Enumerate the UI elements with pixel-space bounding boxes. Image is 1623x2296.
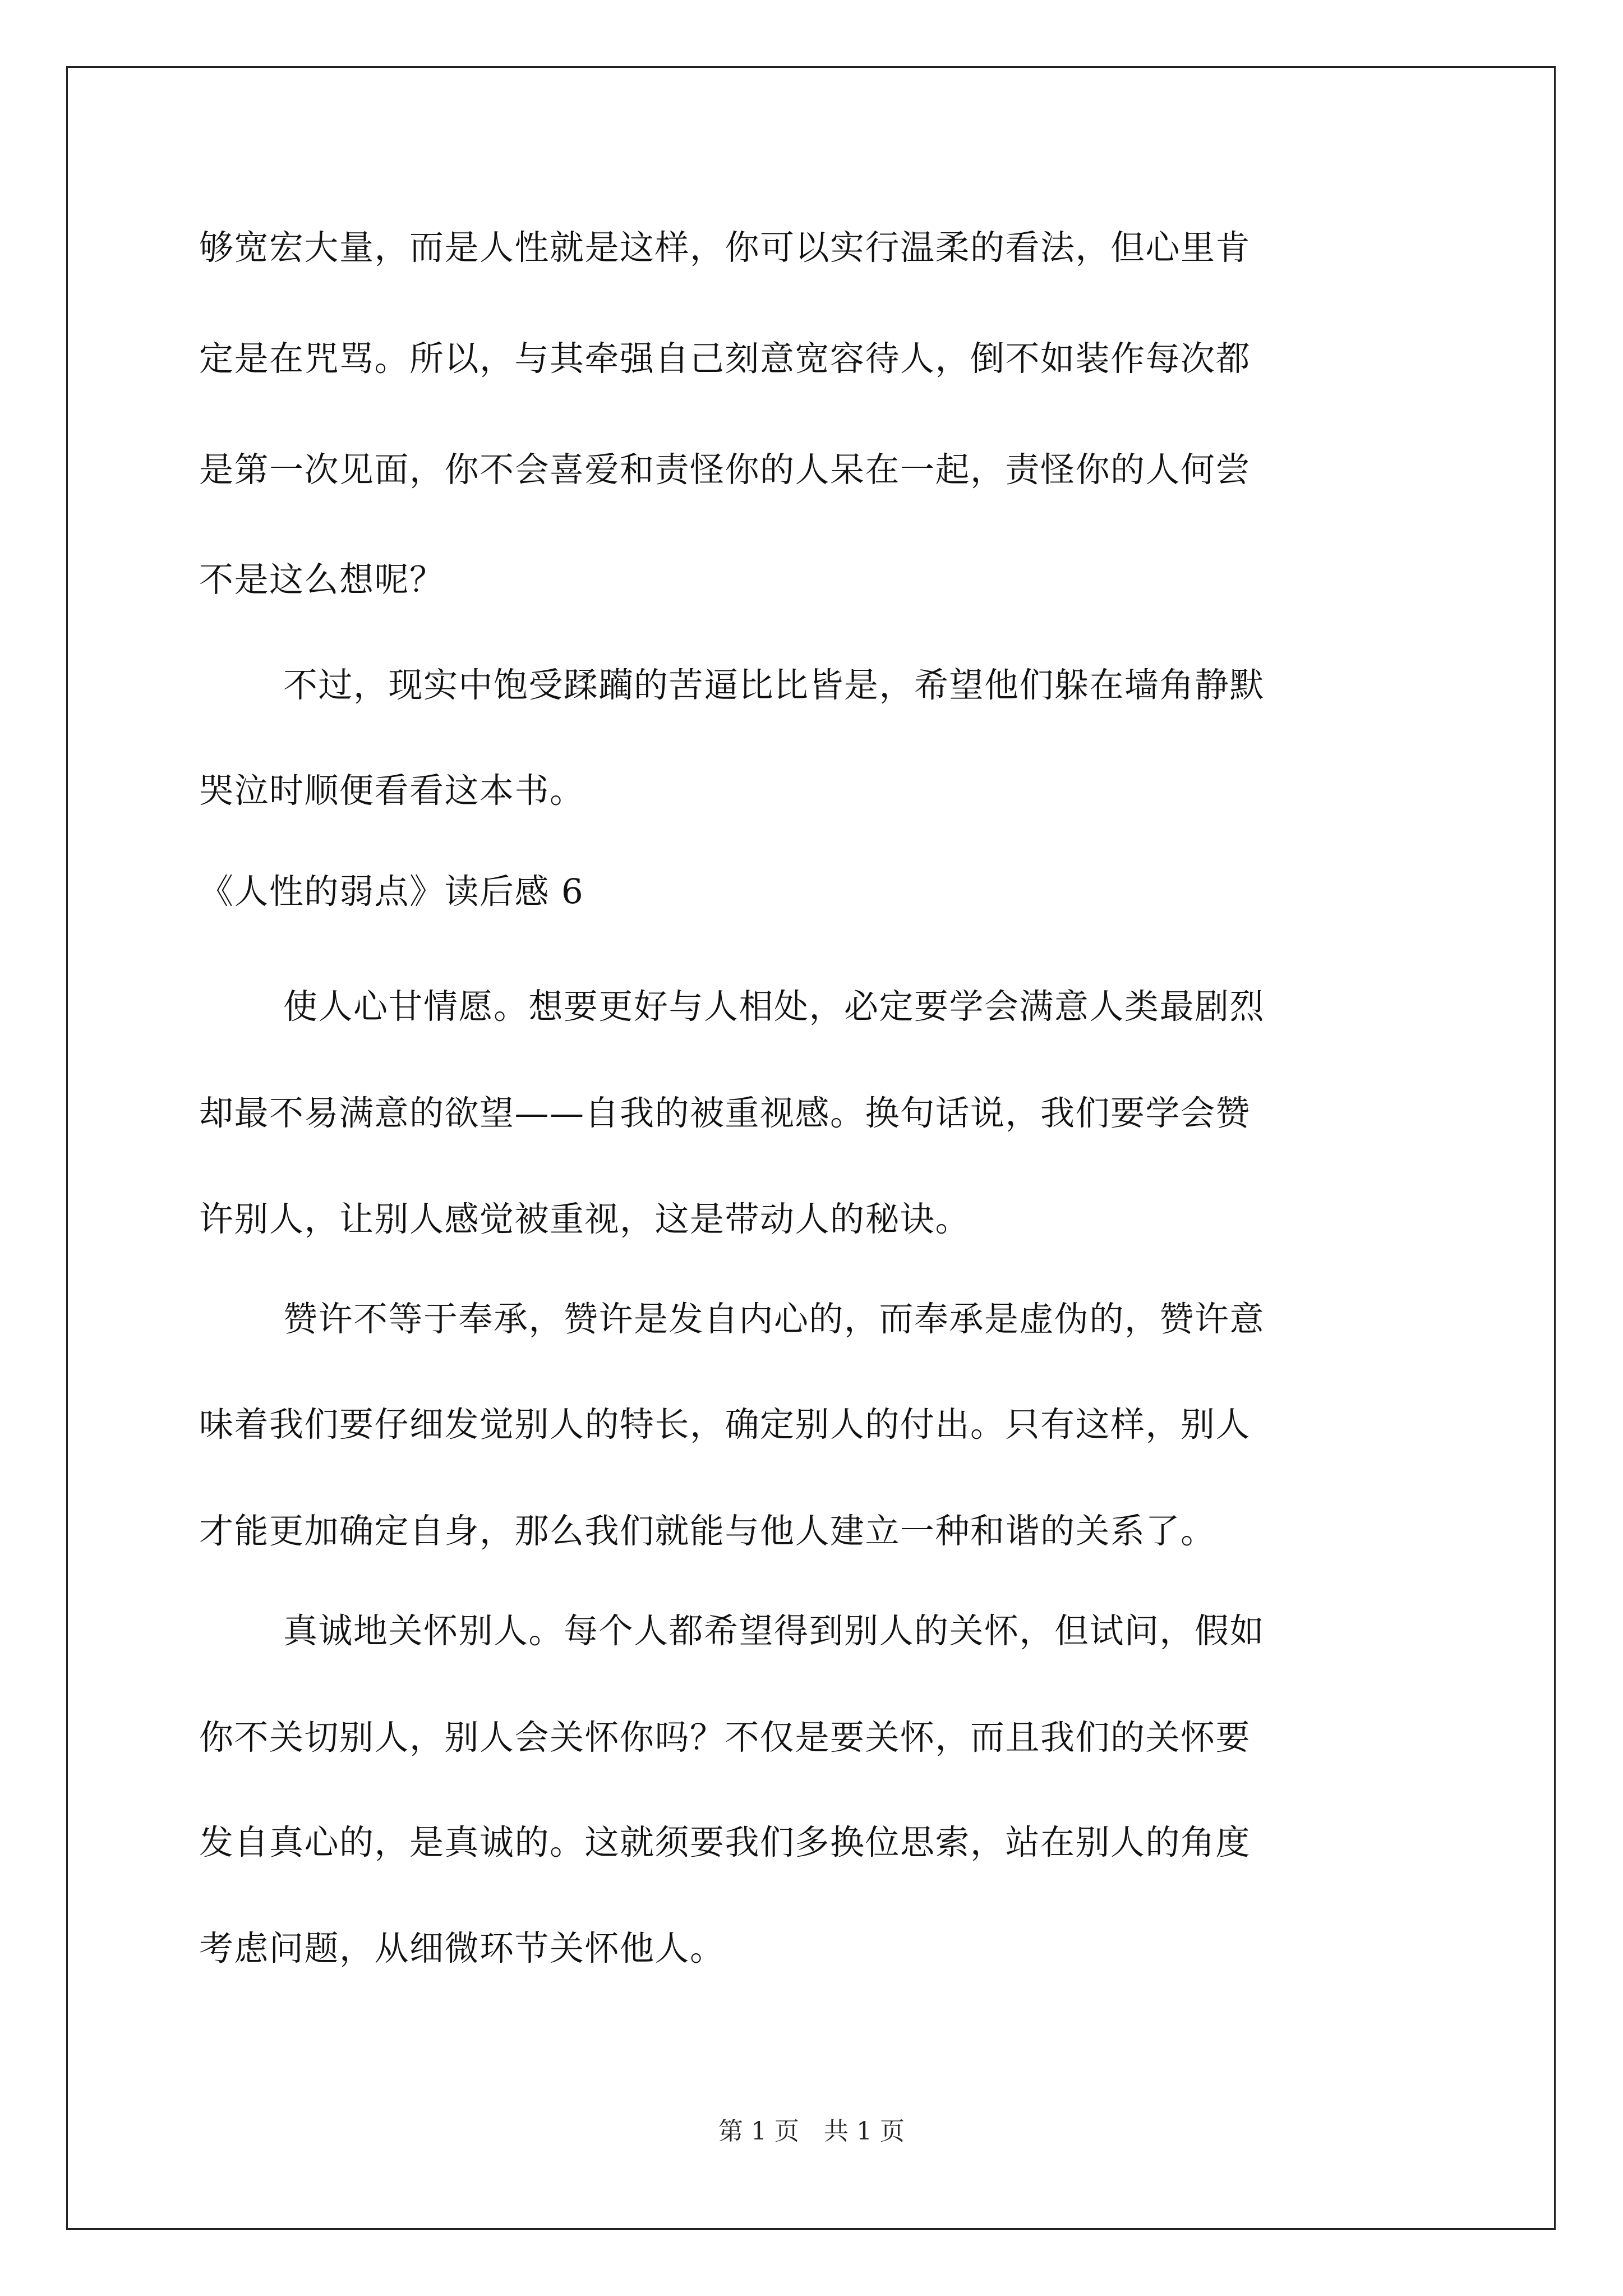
paragraph-line: 考虑问题，从细微环节关怀他人。 (199, 1929, 725, 1968)
paragraph-line: 使人心甘情愿。想要更好与人相处，必定要学会满意人类最剧烈 (283, 987, 1265, 1027)
paragraph-line: 哭泣时顺便看看这本书。 (199, 771, 585, 811)
paragraph-line: 发自真心的，是真诚的。这就须要我们多换位思索，站在别人的角度 (199, 1823, 1251, 1862)
page-border (66, 66, 1556, 2230)
paragraph-line: 却最不易满意的欲望——自我的被重视感。换句话说，我们要学会赞 (199, 1093, 1251, 1133)
paragraph-line: 味着我们要仔细发觉别人的特长，确定别人的付出。只有这样，别人 (199, 1405, 1251, 1444)
paragraph-line: 不过，现实中饱受蹂躏的苦逼比比皆是，希望他们躲在墙角静默 (283, 665, 1265, 705)
paragraph-line: 才能更加确定自身，那么我们就能与他人建立一种和谐的关系了。 (199, 1511, 1216, 1551)
paragraph-line: 不是这么想呢？ (199, 560, 445, 600)
paragraph-line: 够宽宏大量，而是人性就是这样，你可以实行温柔的看法，但心里肯 (199, 228, 1251, 268)
paragraph-line: 赞许不等于奉承，赞许是发自内心的，而奉承是虚伪的，赞许意 (283, 1299, 1265, 1339)
paragraph-line: 你不关切别人，别人会关怀你吗？不仅是要关怀，而且我们的关怀要 (199, 1718, 1251, 1757)
page-number-footer: 第 1 页 共 1 页 (718, 2117, 905, 2146)
paragraph-line: 真诚地关怀别人。每个人都希望得到别人的关怀，但试问，假如 (283, 1611, 1265, 1651)
section-title: 《人性的弱点》读后感 6 (199, 872, 584, 912)
paragraph-line: 定是在咒骂。所以，与其牵强自己刻意宽容待人，倒不如装作每次都 (199, 339, 1251, 379)
paragraph-line: 是第一次见面，你不会喜爱和责怪你的人呆在一起，责怪你的人何尝 (199, 450, 1251, 490)
paragraph-line: 许别人，让别人感觉被重视，这是带动人的秘诀。 (199, 1199, 971, 1239)
